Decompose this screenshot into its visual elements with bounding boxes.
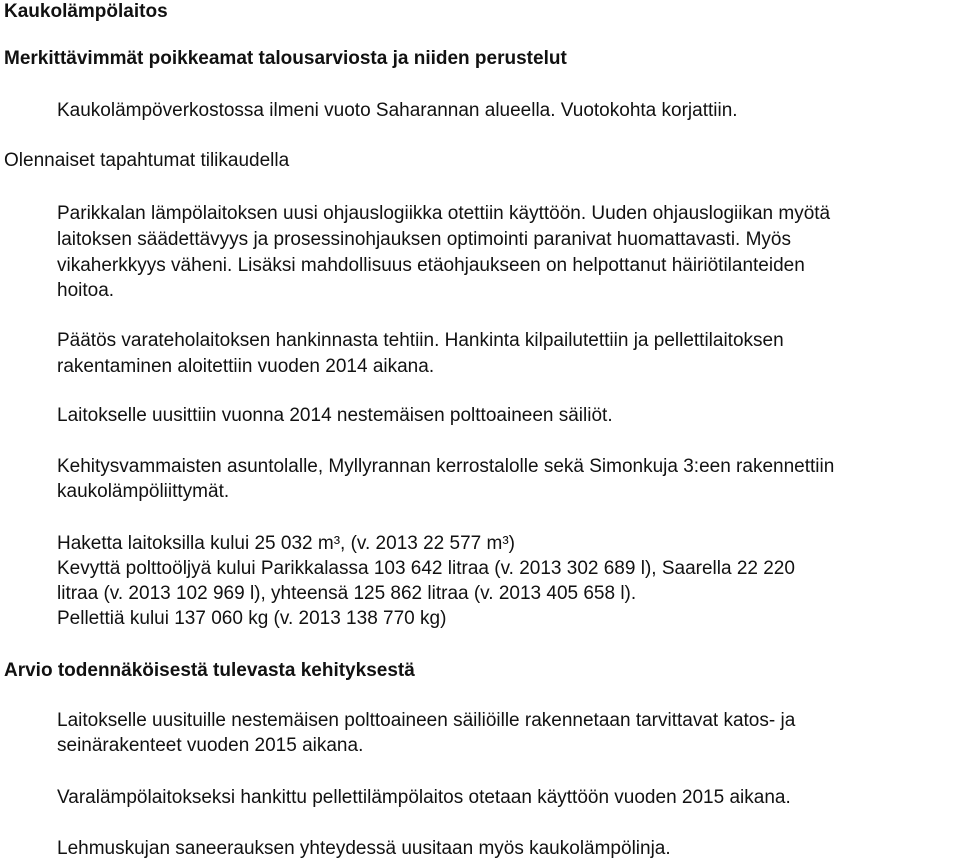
paragraph-line: litraa (v. 2013 102 969 l), yhteensä 125 862 litraa (v. 2013 405 658 l).: [57, 583, 637, 604]
paragraph-line: Parikkalan lämpölaitoksen uusi ohjauslogiikka otettiin käyttöön. Uuden ohjauslogiikan myötä: [57, 203, 831, 224]
section-heading: Olennaiset tapahtumat tilikaudella: [4, 150, 290, 171]
paragraph-line: Kevyttä polttoöljyä kului Parikkalassa 103 642 litraa (v. 2013 302 689 l), Saarella 22 220: [57, 558, 795, 579]
paragraph-line: Kaukolämpöverkostossa ilmeni vuoto Saharannan alueella. Vuotokohta korjattiin.: [57, 100, 738, 121]
paragraph-line: Laitokselle uusituille nestemäisen polttoaineen säiliöille rakennetaan tarvittavat katos- ja: [57, 710, 796, 731]
paragraph-line: Laitokselle uusittiin vuonna 2014 nestemäisen polttoaineen säiliöt.: [57, 405, 613, 426]
section-heading: Arvio todennäköisestä tulevasta kehityksestä: [4, 660, 415, 681]
paragraph-line: laitoksen säädettävyys ja prosessinohjauksen optimointi paranivat huomattavasti. Myös: [57, 229, 791, 250]
paragraph-line: Päätös varateholaitoksen hankinnasta tehtiin. Hankinta kilpailutettiin ja pellettilaitoksen: [57, 330, 784, 351]
paragraph-line: vikaherkkyys väheni. Lisäksi mahdollisuus etäohjaukseen on helpottanut häiriötilanteiden: [57, 255, 805, 276]
paragraph-line: Varalämpölaitokseksi hankittu pellettilämpölaitos otetaan käyttöön vuoden 2015 aikana.: [57, 787, 791, 808]
paragraph-line: hoitoa.: [57, 280, 115, 301]
paragraph-line: rakentaminen aloitettiin vuoden 2014 aikana.: [57, 356, 435, 377]
paragraph-line: Pellettiä kului 137 060 kg (v. 2013 138 770 kg): [57, 608, 447, 629]
paragraph-line: Haketta laitoksilla kului 25 032 m³, (v. 2013 22 577 m³): [57, 533, 515, 554]
section-heading: Merkittävimmät poikkeamat talousarviosta ja niiden perustelut: [4, 48, 567, 69]
page-title: Kaukolämpölaitos: [4, 1, 168, 22]
paragraph-line: Lehmuskujan saneerauksen yhteydessä uusitaan myös kaukolämpölinja.: [57, 838, 671, 859]
paragraph-line: seinärakenteet vuoden 2015 aikana.: [57, 735, 364, 756]
paragraph-line: kaukolämpöliittymät.: [57, 481, 230, 502]
paragraph-line: Kehitysvammaisten asuntolalle, Myllyrannan kerrostalolle sekä Simonkuja 3:een rakennettiin: [57, 456, 835, 477]
